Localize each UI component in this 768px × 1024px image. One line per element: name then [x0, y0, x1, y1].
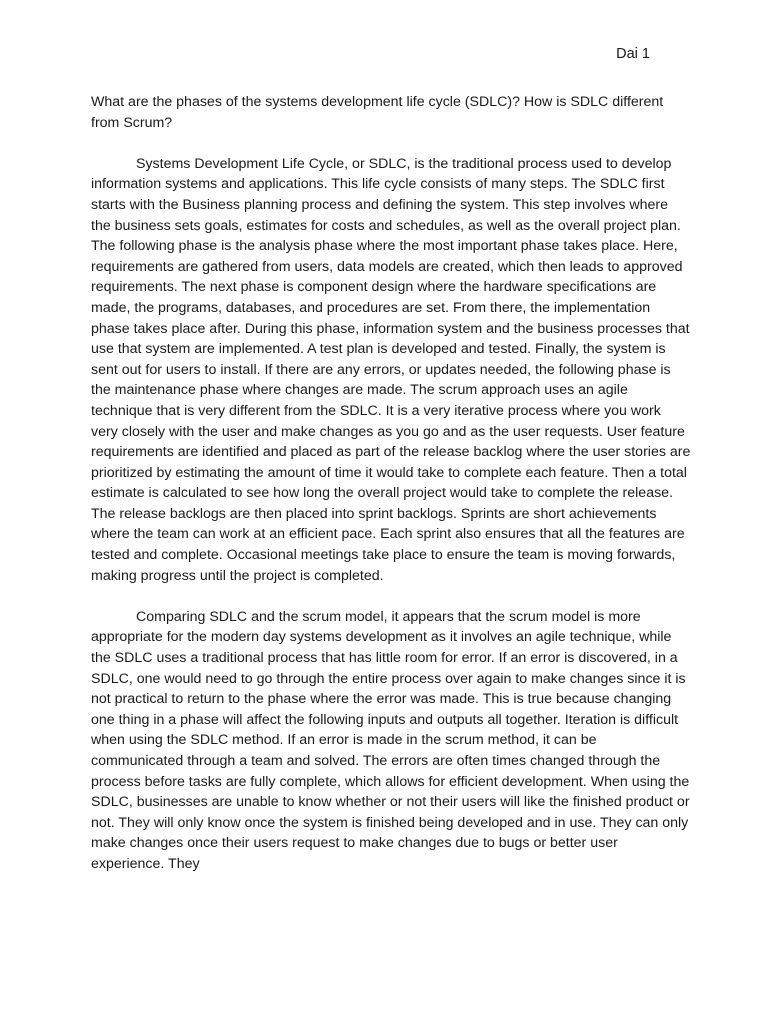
paragraph-sdlc-vs-scrum: Comparing SDLC and the scrum model, it appears that the scrum model is more appropriate for the modern day systems development as it involves an agile technique, while the SDLC uses a traditional process that has little room for error. If an error is discovered, in a SDLC, one would need to go through the entire process over again to make changes since it is not practical to return to the phase where the error was made. This is true because changing one thing in a phase will affect the following inputs and outputs all together. Iteration is difficult when using the SDLC method. If an error is made in the scrum method, it can be communicated through a team and solved. The errors are often times changed through the process before tasks are fully complete, which allows for efficient development. When using the SDLC, businesses are unable to know whether or not their users will like the finished product or not. They will only know once the system is finished being developed and in use. They can only make changes once their users request to make changes due to bugs or better user experience. They	[91, 608, 690, 872]
page-header: Dai 1	[616, 46, 650, 62]
paragraph-spacer	[91, 586, 691, 607]
essay-question: What are the phases of the systems development life cycle (SDLC)? How is SDLC different from Scrum?	[91, 94, 664, 131]
paragraph-sdlc-phases: Systems Development Life Cycle, or SDLC, is the traditional process used to develop information systems and applications. This life cycle consists of many steps. The SDLC first starts with the Business planning process and defining the system. This step involves where the business sets goals, estimates for costs and schedules, as well as the overall project plan. The following phase is the analysis phase where the most important phase takes place. Here, requirements are gathered from users, data models are created, which then leads to approved requirements. The next phase is component design where the hardware specifications are made, the programs, databases, and procedures are set. From there, the implementation phase takes place after. During this phase, information system and the business processes that use that system are implemented. A test plan is developed and tested. Finally, the system is sent out for users to install. If there are any errors, or updates needed, the following phase is the maintenance phase where changes are made. The scrum approach uses an agile technique that is very different from the SDLC. It is a very iterative process where you work very closely with the user and make changes as you go and as the user requests. User feature requirements are identified and placed as part of the release backlog where the user stories are prioritized by estimating the amount of time it would take to complete each feature. Then a total estimate is calculated to see how long the overall project would take to complete the release. The release backlogs are then placed into sprint backlogs. Sprints are short achievements where the team can work at an efficient pace. Each sprint also ensures that all the features are tested and complete. Occasional meetings take place to ensure the team is moving forwards, making progress until the project is completed.	[91, 155, 691, 584]
document-body	[91, 92, 691, 875]
